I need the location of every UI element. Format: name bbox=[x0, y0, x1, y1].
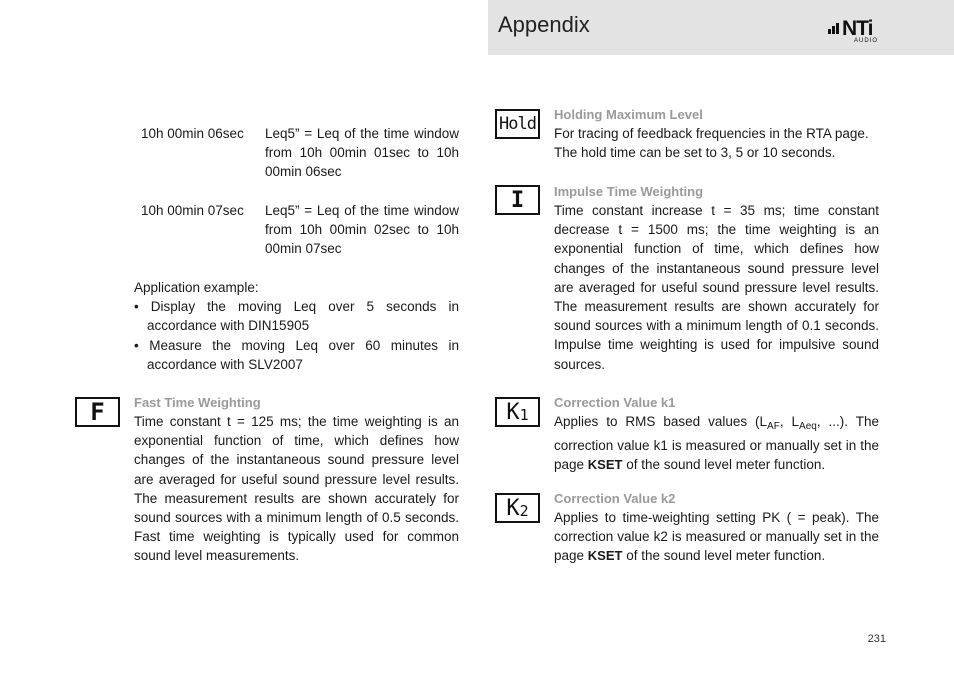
k2-text-part: of the sound level meter function. bbox=[622, 548, 826, 564]
section-title-impulse: Impulse Time Weighting bbox=[554, 184, 704, 199]
kset-label: KSET bbox=[587, 548, 623, 564]
k1-text-part: , ...). The correction value k1 is measured or manually set in the page bbox=[554, 414, 879, 473]
k1-icon bbox=[495, 397, 540, 427]
section-title-fast: Fast Time Weighting bbox=[134, 395, 261, 410]
k1-subscript: Aeq bbox=[799, 421, 817, 432]
fast-weighting-icon: F bbox=[75, 397, 120, 427]
row-description: Leq5” = Leq of the time window from 10h 00min 01sec to 10h 00min 06sec bbox=[265, 126, 459, 180]
section-title-k2: Correction Value k2 bbox=[554, 491, 676, 506]
row-time: 10h 00min 06sec bbox=[141, 126, 244, 141]
kset-label: KSET bbox=[587, 457, 623, 473]
page-title: Appendix bbox=[498, 12, 590, 37]
k2-text-part: Applies to time-weighting setting PK ( = peak). The correction value k2 is measured or manually set in the page bbox=[554, 510, 879, 564]
application-label: Application example: bbox=[134, 280, 259, 295]
list-item: • Measure the moving Leq over 60 minutes in accordance with SLV2007 bbox=[134, 337, 459, 372]
nti-audio-logo bbox=[828, 17, 888, 45]
section-body-fast: Time constant t = 125 ms; the time weighting is an exponential function of time, which defines how changes of the instantaneous sound pressure level are averaged for useful sound pressure level results. The measurement results are shown accurately for sound sources with a minimum length of 0.5 seconds. Fast time weighting is typically used for common sound level measurements. bbox=[134, 414, 459, 564]
k1-text-part: of the sound level meter function. bbox=[622, 457, 826, 473]
k2-icon-letter: K bbox=[506, 495, 520, 521]
k2-icon-digit: 2 bbox=[519, 502, 529, 520]
section-title-hold: Holding Maximum Level bbox=[554, 107, 703, 122]
logo-subtext: AUDIO bbox=[854, 38, 879, 44]
section-body-hold: For tracing of feedback frequencies in the RTA page. The hold time can be set to 3, 5 or 10 seconds. bbox=[554, 126, 869, 161]
section-body-k1 bbox=[554, 412, 879, 475]
row-time: 10h 00min 07sec bbox=[141, 203, 244, 218]
application-example bbox=[134, 278, 459, 374]
k1-icon-letter: K bbox=[506, 399, 520, 425]
k1-icon-digit: 1 bbox=[519, 406, 529, 424]
k1-subscript: AF bbox=[767, 421, 780, 432]
page-number: 231 bbox=[867, 633, 886, 645]
logo-text: NTi bbox=[842, 17, 873, 40]
k1-text-part: , L bbox=[779, 414, 800, 429]
section-title-k1: Correction Value k1 bbox=[554, 395, 676, 410]
section-body-k2 bbox=[554, 508, 879, 566]
row-description: Leq5” = Leq of the time window from 10h 00min 02sec to 10h 00min 07sec bbox=[265, 203, 459, 257]
page-header bbox=[488, 0, 954, 55]
hold-icon: Hold bbox=[495, 109, 540, 139]
k1-text-part: Applies to RMS based values (L bbox=[554, 414, 768, 429]
list-item: • Display the moving Leq over 5 seconds in accordance with DIN15905 bbox=[134, 299, 459, 334]
section-body-impulse: Time constant increase t = 35 ms; time constant decrease t = 1500 ms; the time weighting is an exponential function of time, which defines how changes of the instantaneous sound pressure level are averaged for useful sound pressure level results. The measurement results are shown accurately for sound sources with a minimum length of 0.1 seconds. Impulse time weighting is used for impulsive sound sources. bbox=[554, 203, 879, 372]
impulse-weighting-icon: I bbox=[495, 185, 540, 215]
k2-icon bbox=[495, 493, 540, 523]
